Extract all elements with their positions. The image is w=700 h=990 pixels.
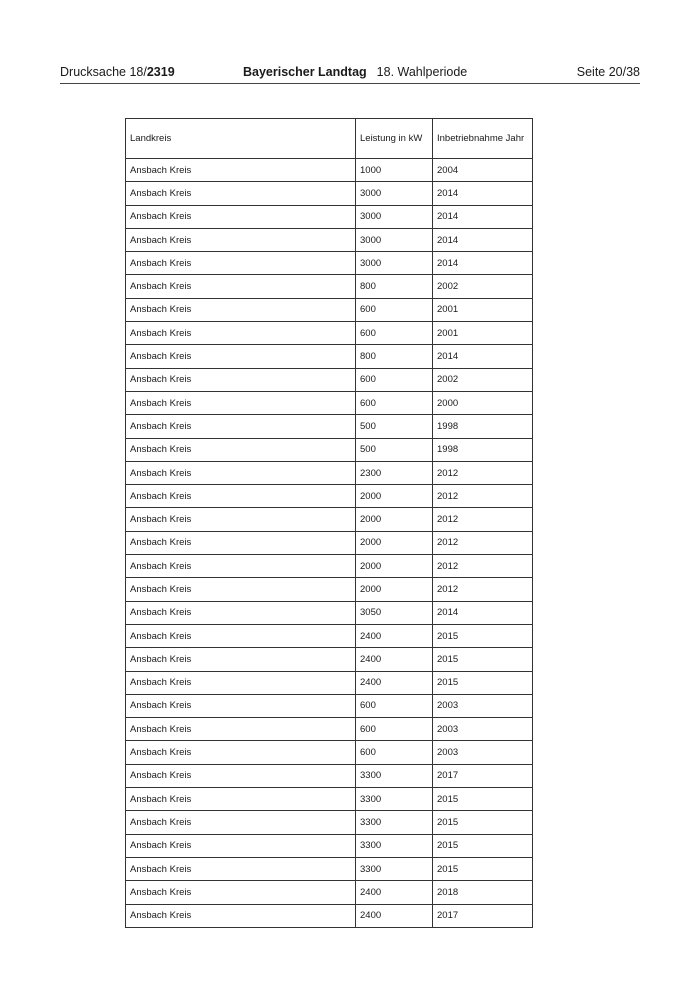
landkreis-cell: Ansbach Kreis [126, 415, 356, 438]
table-row [126, 718, 533, 741]
leistung-cell: 600 [356, 694, 433, 717]
table-row [126, 345, 533, 368]
inbetriebnahme-cell: 2017 [433, 904, 533, 927]
table-row [126, 275, 533, 298]
landkreis-cell: Ansbach Kreis [126, 391, 356, 414]
leistung-cell: 2400 [356, 671, 433, 694]
table-row [126, 671, 533, 694]
landkreis-cell: Ansbach Kreis [126, 741, 356, 764]
inbetriebnahme-cell: 2015 [433, 857, 533, 880]
leistung-cell: 3050 [356, 601, 433, 624]
inbetriebnahme-cell: 2015 [433, 671, 533, 694]
leistung-cell: 500 [356, 415, 433, 438]
leistung-cell: 2000 [356, 555, 433, 578]
table-row [126, 159, 533, 182]
landkreis-cell: Ansbach Kreis [126, 718, 356, 741]
table-row [126, 368, 533, 391]
table-row [126, 694, 533, 717]
table-row [126, 555, 533, 578]
inbetriebnahme-cell: 2002 [433, 368, 533, 391]
data-table [125, 118, 533, 928]
inbetriebnahme-cell: 2001 [433, 322, 533, 345]
landkreis-cell: Ansbach Kreis [126, 438, 356, 461]
inbetriebnahme-cell: 2012 [433, 555, 533, 578]
inbetriebnahme-cell: 2014 [433, 182, 533, 205]
landkreis-cell: Ansbach Kreis [126, 904, 356, 927]
leistung-cell: 600 [356, 322, 433, 345]
table-row [126, 531, 533, 554]
inbetriebnahme-cell: 2014 [433, 601, 533, 624]
landkreis-cell: Ansbach Kreis [126, 228, 356, 251]
leistung-cell: 2300 [356, 461, 433, 484]
leistung-cell: 800 [356, 275, 433, 298]
landkreis-cell: Ansbach Kreis [126, 624, 356, 647]
landkreis-cell: Ansbach Kreis [126, 182, 356, 205]
landkreis-cell: Ansbach Kreis [126, 252, 356, 275]
inbetriebnahme-cell: 2012 [433, 531, 533, 554]
inbetriebnahme-cell: 2002 [433, 275, 533, 298]
legislative-period: 18. Wahlperiode [376, 65, 468, 79]
table-row [126, 764, 533, 787]
leistung-cell: 600 [356, 368, 433, 391]
leistung-cell: 3000 [356, 182, 433, 205]
inbetriebnahme-cell: 2015 [433, 834, 533, 857]
table-row [126, 648, 533, 671]
table-row [126, 298, 533, 321]
table-row [126, 624, 533, 647]
leistung-cell: 3300 [356, 788, 433, 811]
table-row [126, 205, 533, 228]
inbetriebnahme-cell: 2012 [433, 461, 533, 484]
leistung-cell: 3000 [356, 252, 433, 275]
landkreis-cell: Ansbach Kreis [126, 764, 356, 787]
document-number-value: 2319 [146, 65, 175, 79]
table-row [126, 322, 533, 345]
inbetriebnahme-cell: 2001 [433, 298, 533, 321]
inbetriebnahme-cell: 2003 [433, 741, 533, 764]
landkreis-cell: Ansbach Kreis [126, 485, 356, 508]
landkreis-cell: Ansbach Kreis [126, 508, 356, 531]
landkreis-cell: Ansbach Kreis [126, 461, 356, 484]
landkreis-cell: Ansbach Kreis [126, 322, 356, 345]
inbetriebnahme-cell: 2015 [433, 811, 533, 834]
column-header-inbetriebnahme: Inbetriebnahme Jahr [433, 119, 533, 159]
leistung-cell: 2000 [356, 531, 433, 554]
inbetriebnahme-cell: 2014 [433, 252, 533, 275]
landkreis-cell: Ansbach Kreis [126, 648, 356, 671]
table-row [126, 601, 533, 624]
inbetriebnahme-cell: 2014 [433, 205, 533, 228]
landkreis-cell: Ansbach Kreis [126, 788, 356, 811]
leistung-cell: 2400 [356, 881, 433, 904]
inbetriebnahme-cell: 2015 [433, 648, 533, 671]
landkreis-cell: Ansbach Kreis [126, 531, 356, 554]
table-row [126, 461, 533, 484]
leistung-cell: 500 [356, 438, 433, 461]
inbetriebnahme-cell: 2015 [433, 624, 533, 647]
inbetriebnahme-cell: 2003 [433, 694, 533, 717]
header-title [243, 65, 467, 79]
leistung-cell: 600 [356, 718, 433, 741]
leistung-cell: 3300 [356, 764, 433, 787]
page-header [60, 63, 640, 84]
leistung-cell: 2000 [356, 508, 433, 531]
landkreis-cell: Ansbach Kreis [126, 857, 356, 880]
landkreis-cell: Ansbach Kreis [126, 555, 356, 578]
table-row [126, 508, 533, 531]
institution-name: Bayerischer Landtag [243, 65, 367, 79]
leistung-cell: 800 [356, 345, 433, 368]
leistung-cell: 3000 [356, 205, 433, 228]
inbetriebnahme-cell: 1998 [433, 415, 533, 438]
column-header-landkreis: Landkreis [126, 119, 356, 159]
leistung-cell: 2400 [356, 904, 433, 927]
landkreis-cell: Ansbach Kreis [126, 601, 356, 624]
inbetriebnahme-cell: 2017 [433, 764, 533, 787]
page-number: Seite 20/38 [576, 65, 640, 79]
table-row [126, 857, 533, 880]
inbetriebnahme-cell: 2012 [433, 485, 533, 508]
table-row [126, 391, 533, 414]
landkreis-cell: Ansbach Kreis [126, 578, 356, 601]
table-body [126, 159, 533, 928]
leistung-cell: 2000 [356, 578, 433, 601]
table-row [126, 904, 533, 927]
leistung-cell: 2400 [356, 648, 433, 671]
document-number [60, 65, 175, 79]
table-row [126, 811, 533, 834]
leistung-cell: 3300 [356, 857, 433, 880]
landkreis-cell: Ansbach Kreis [126, 368, 356, 391]
inbetriebnahme-cell: 2018 [433, 881, 533, 904]
inbetriebnahme-cell: 2000 [433, 391, 533, 414]
table-row [126, 788, 533, 811]
leistung-cell: 3000 [356, 228, 433, 251]
landkreis-cell: Ansbach Kreis [126, 834, 356, 857]
document-number-prefix: Drucksache 18/ [60, 65, 147, 79]
table-row [126, 578, 533, 601]
landkreis-cell: Ansbach Kreis [126, 671, 356, 694]
table-header [126, 119, 533, 159]
landkreis-cell: Ansbach Kreis [126, 881, 356, 904]
landkreis-cell: Ansbach Kreis [126, 275, 356, 298]
landkreis-cell: Ansbach Kreis [126, 159, 356, 182]
table-header-row [126, 119, 533, 159]
leistung-cell: 600 [356, 391, 433, 414]
leistung-cell: 3300 [356, 834, 433, 857]
leistung-cell: 2400 [356, 624, 433, 647]
table-row [126, 485, 533, 508]
table-row [126, 182, 533, 205]
inbetriebnahme-cell: 2004 [433, 159, 533, 182]
table-row [126, 881, 533, 904]
leistung-cell: 600 [356, 741, 433, 764]
inbetriebnahme-cell: 2014 [433, 345, 533, 368]
leistung-cell: 600 [356, 298, 433, 321]
table-row [126, 834, 533, 857]
leistung-cell: 3300 [356, 811, 433, 834]
table-row [126, 228, 533, 251]
leistung-cell: 1000 [356, 159, 433, 182]
landkreis-cell: Ansbach Kreis [126, 694, 356, 717]
table-row [126, 741, 533, 764]
inbetriebnahme-cell: 2012 [433, 508, 533, 531]
leistung-cell: 2000 [356, 485, 433, 508]
table-row [126, 415, 533, 438]
column-header-leistung: Leistung in kW [356, 119, 433, 159]
landkreis-cell: Ansbach Kreis [126, 345, 356, 368]
table-row [126, 438, 533, 461]
inbetriebnahme-cell: 2012 [433, 578, 533, 601]
inbetriebnahme-cell: 2003 [433, 718, 533, 741]
landkreis-cell: Ansbach Kreis [126, 205, 356, 228]
inbetriebnahme-cell: 1998 [433, 438, 533, 461]
inbetriebnahme-cell: 2015 [433, 788, 533, 811]
landkreis-cell: Ansbach Kreis [126, 298, 356, 321]
inbetriebnahme-cell: 2014 [433, 228, 533, 251]
landkreis-cell: Ansbach Kreis [126, 811, 356, 834]
table-row [126, 252, 533, 275]
